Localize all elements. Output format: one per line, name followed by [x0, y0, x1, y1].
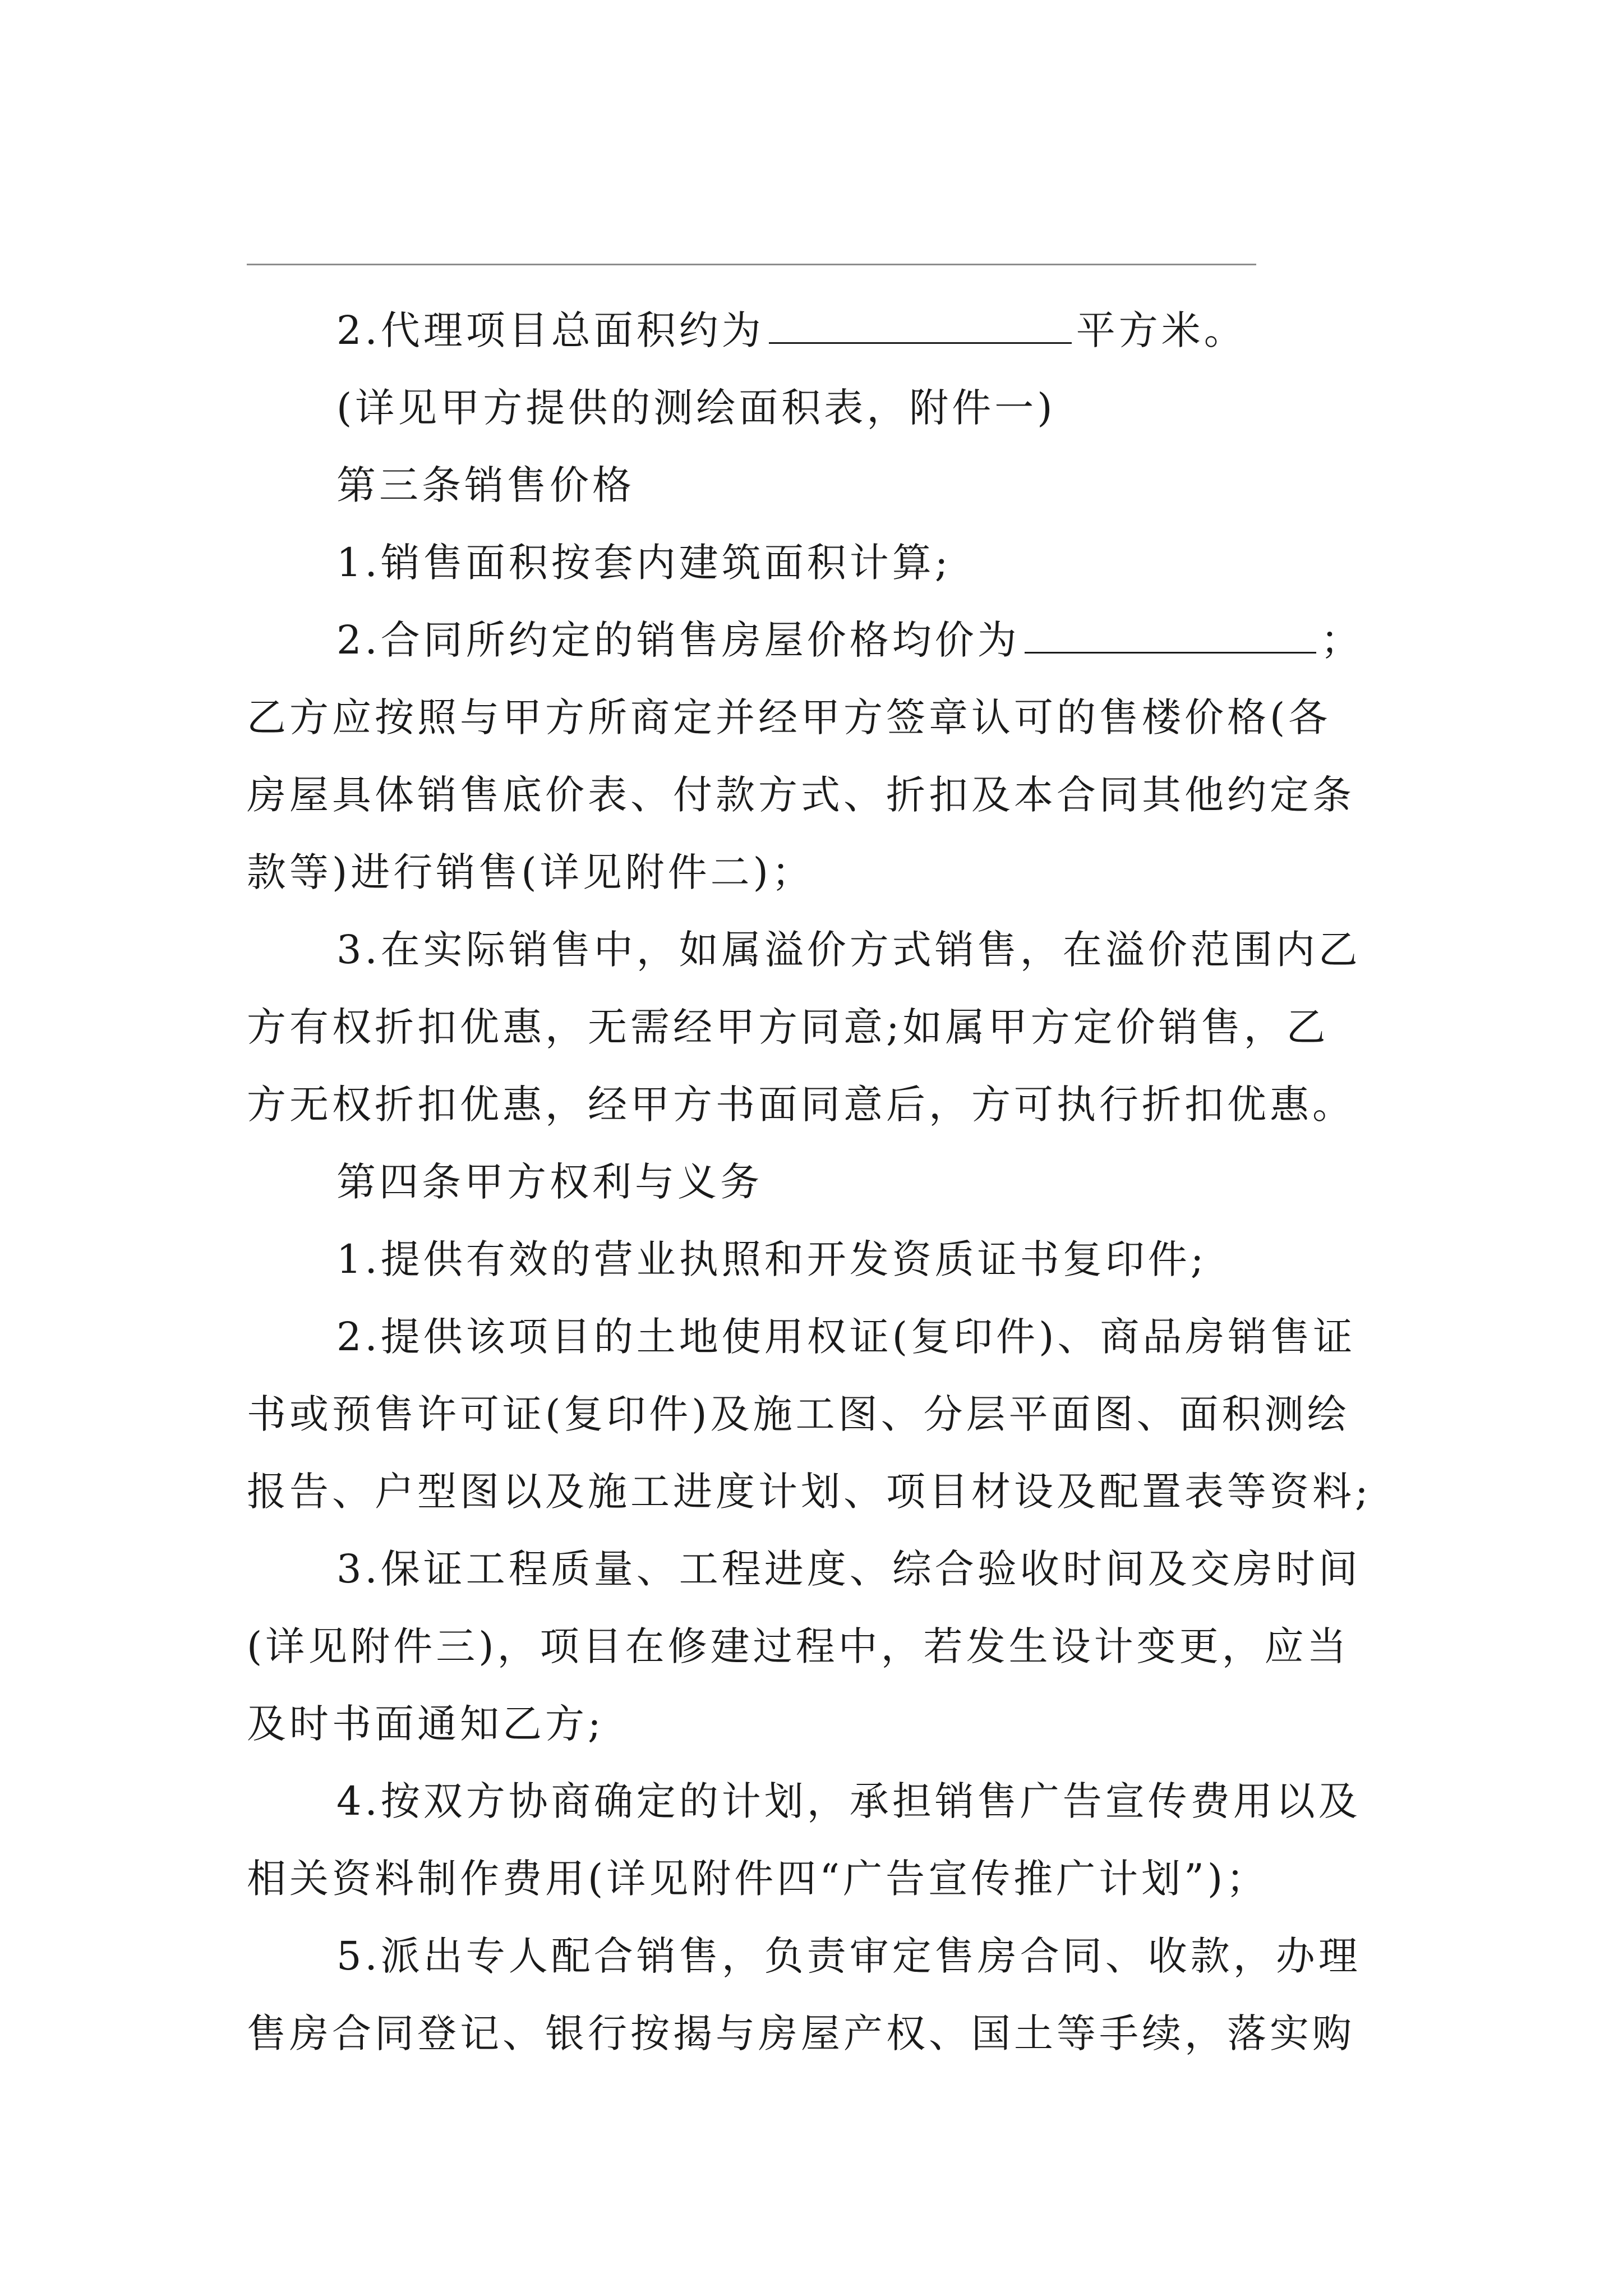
text-line: [247, 679, 1408, 756]
text-line: [247, 1066, 1408, 1143]
paragraph: [247, 1143, 1408, 1221]
text-line: [247, 1995, 1408, 2072]
text-segment: (详见甲方提供的测绘面积表，附件一): [336, 385, 1056, 431]
text-segment: 2.合同所约定的销售房屋价格均价为: [336, 617, 1020, 663]
text-line: [247, 1530, 1408, 1608]
text-line: [247, 1375, 1408, 1453]
paragraph: [247, 1763, 1408, 1917]
paragraph: [247, 1530, 1408, 1763]
text-segment: 1.提供有效的营业执照和开发资质证书复印件;: [336, 1236, 1207, 1282]
text-line: [247, 1143, 1408, 1221]
text-segment: 第三条销售价格: [336, 462, 635, 508]
paragraph: [247, 524, 1408, 601]
header-rule: [247, 264, 1256, 265]
text-line: [247, 601, 1408, 679]
text-segment: 2.提供该项目的土地使用权证(复印件)、商品房销售证: [336, 1314, 1356, 1360]
paragraph: [247, 911, 1408, 1143]
text-line: [247, 292, 1408, 369]
text-segment: 相关资料制作费用(详见附件四“广告宣传推广计划”)；: [247, 1856, 1269, 1902]
text-segment: 5.派出专人配合销售，负责审定售房合同、收款，办理: [336, 1933, 1361, 1979]
text-line: [247, 1917, 1408, 1995]
paragraph: [247, 1917, 1408, 2072]
text-segment: (详见附件三)，项目在修建过程中，若发生设计变更，应当: [247, 1623, 1350, 1669]
text-segment: 平方米。: [1076, 307, 1247, 353]
text-line: [247, 1453, 1408, 1530]
text-segment: 第四条甲方权利与义务: [336, 1159, 763, 1205]
text-line: [247, 1221, 1408, 1298]
text-segment: 1.销售面积按套内建筑面积计算;: [336, 540, 952, 586]
paragraph: [247, 1221, 1408, 1298]
text-line: [247, 1840, 1408, 1917]
text-line: [247, 756, 1408, 834]
text-line: [247, 1685, 1408, 1763]
text-segment: 售房合同登记、银行按揭与房屋产权、国土等手续，落实购: [247, 2010, 1355, 2056]
text-segment: 及时书面通知乙方;: [247, 1701, 605, 1747]
text-segment: 4.按双方协商确定的计划，承担销售广告宣传费用以及: [336, 1778, 1361, 1824]
paragraph: [247, 369, 1408, 447]
text-line: [247, 1763, 1408, 1840]
paragraph: [247, 447, 1408, 524]
text-line: [247, 988, 1408, 1066]
text-segment: 方有权折扣优惠，无需经甲方同意;如属甲方定价销售，乙: [247, 1004, 1329, 1050]
fill-in-blank: [769, 303, 1072, 344]
text-segment: 3.在实际销售中，如属溢价方式销售，在溢价范围内乙: [336, 927, 1361, 973]
text-segment: 乙方应按照与甲方所商定并经甲方签章认可的售楼价格(各: [247, 694, 1331, 740]
text-segment: ；: [1320, 617, 1363, 663]
text-segment: 2.代理项目总面积约为: [336, 307, 764, 353]
text-line: [247, 369, 1408, 447]
text-line: [247, 911, 1408, 988]
text-line: [247, 834, 1408, 911]
paragraph: [247, 601, 1408, 911]
paragraph: [247, 1298, 1408, 1530]
document-body: [247, 292, 1408, 2072]
text-line: [247, 524, 1408, 601]
text-segment: 房屋具体销售底价表、付款方式、折扣及本合同其他约定条: [247, 772, 1355, 818]
text-segment: 3.保证工程质量、工程进度、综合验收时间及交房时间: [336, 1546, 1361, 1592]
paragraph: [247, 292, 1408, 369]
text-segment: 方无权折扣优惠，经甲方书面同意后，方可执行折扣优惠。: [247, 1082, 1355, 1128]
text-segment: 款等)进行销售(详见附件二)；: [247, 849, 814, 895]
text-line: [247, 1298, 1408, 1375]
text-line: [247, 447, 1408, 524]
fill-in-blank: [1025, 613, 1316, 654]
text-segment: 书或预售许可证(复印件)及施工图、分层平面图、面积测绘: [247, 1391, 1350, 1437]
text-line: [247, 1608, 1408, 1685]
text-segment: 报告、户型图以及施工进度计划、项目材设及配置表等资料;: [247, 1469, 1372, 1515]
